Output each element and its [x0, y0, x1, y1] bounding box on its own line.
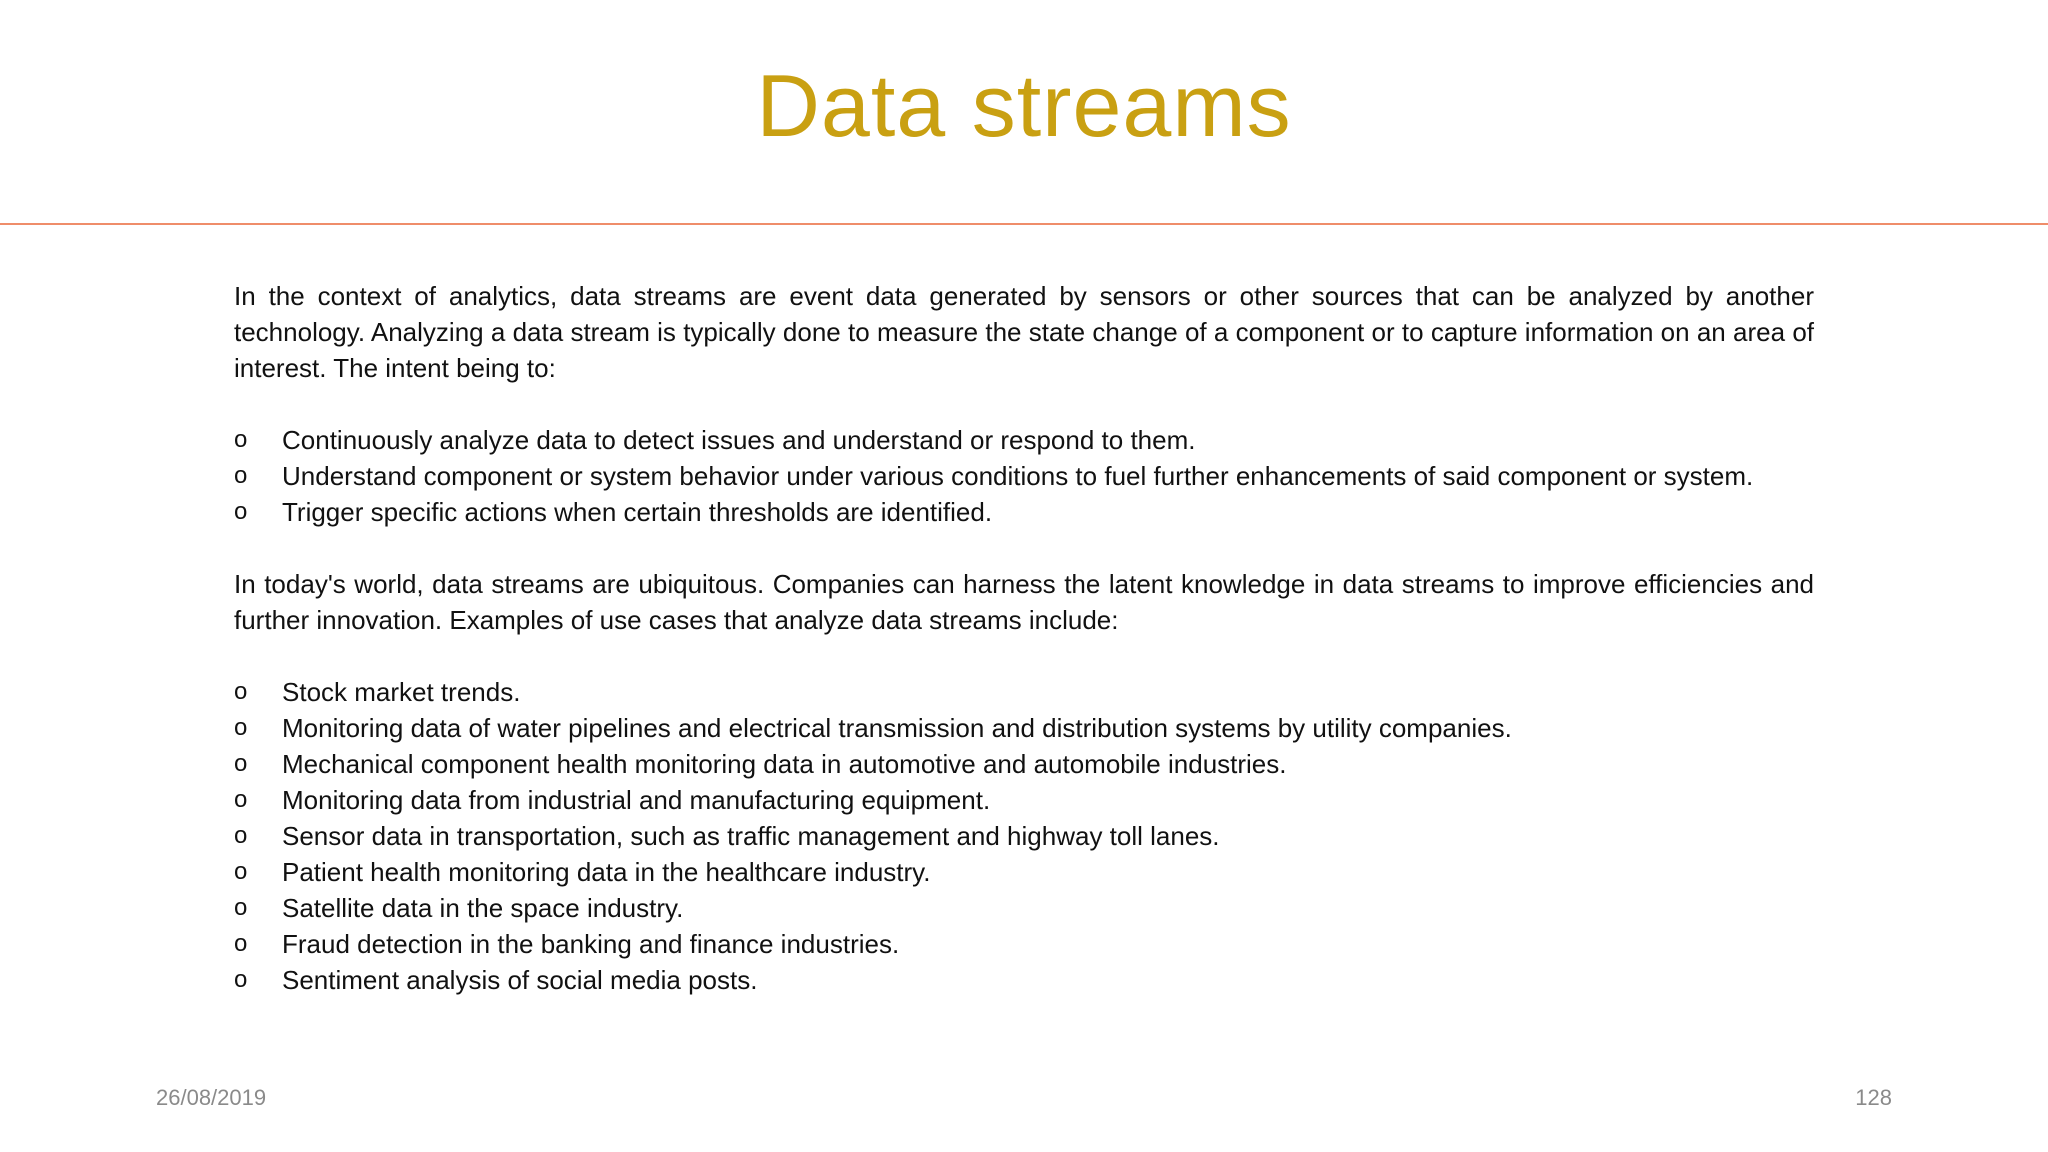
page-number: 128 — [1855, 1085, 1892, 1110]
slide-content — [234, 278, 1814, 998]
slide-title: Data streams — [756, 56, 1292, 155]
list-item — [234, 818, 1814, 854]
footer-date: 26/08/2019 — [156, 1085, 267, 1110]
spacer — [234, 386, 1814, 422]
bullet-marker: o — [234, 498, 248, 525]
bullet-marker: o — [234, 786, 248, 813]
bullet-marker: o — [234, 678, 248, 705]
bullet-marker: o — [234, 822, 248, 849]
list-item — [234, 926, 1814, 962]
list-item-text: Satellite data in the space industry. — [282, 893, 684, 923]
bullet-marker: o — [234, 858, 248, 885]
list-item-text: Patient health monitoring data in the healthcare industry. — [282, 857, 931, 887]
intro-paragraph: In the context of analytics, data streams are event data generated by sensors or other sources that can be analyzed by another technology. Analyzing a data stream is typically done to measure the state change of a component or to capture information on an area of interest. The intent being to: — [234, 281, 1814, 383]
list-item-text: Monitoring data of water pipelines and electrical transmission and distribution systems by utility companies. — [282, 713, 1512, 743]
bullet-marker: o — [234, 930, 248, 957]
list-item-text: Continuously analyze data to detect issues and understand or respond to them. — [282, 425, 1196, 455]
spacer — [234, 530, 1814, 566]
list-item — [234, 962, 1814, 998]
list-item-text: Sensor data in transportation, such as traffic management and highway toll lanes. — [282, 821, 1220, 851]
list-item-text: Monitoring data from industrial and manufacturing equipment. — [282, 785, 991, 815]
bullet-marker: o — [234, 894, 248, 921]
list-item-text: Understand component or system behavior under various conditions to fuel further enhancements of said component or system. — [282, 461, 1754, 491]
bullet-marker: o — [234, 714, 248, 741]
list-item — [234, 854, 1814, 890]
second-paragraph: In today's world, data streams are ubiquitous. Companies can harness the latent knowledge in data streams to improve efficiencies and further innovation. Examples of use cases that analyze data streams include: — [234, 569, 1814, 635]
intent-list — [234, 422, 1814, 530]
list-item-text: Fraud detection in the banking and finance industries. — [282, 929, 900, 959]
list-item — [234, 710, 1814, 746]
list-item — [234, 746, 1814, 782]
spacer — [234, 638, 1814, 674]
list-item — [234, 494, 1814, 530]
list-item-text: Trigger specific actions when certain thresholds are identified. — [282, 497, 993, 527]
use-case-list — [234, 674, 1814, 998]
list-item-text: Stock market trends. — [282, 677, 521, 707]
list-item — [234, 422, 1814, 458]
bullet-marker: o — [234, 462, 248, 489]
bullet-marker: o — [234, 966, 248, 993]
list-item-text: Sentiment analysis of social media posts. — [282, 965, 758, 995]
title-divider — [0, 223, 2048, 225]
bullet-marker: o — [234, 426, 248, 453]
list-item-text: Mechanical component health monitoring data in automotive and automobile industries. — [282, 749, 1287, 779]
list-item — [234, 674, 1814, 710]
list-item — [234, 782, 1814, 818]
list-item — [234, 890, 1814, 926]
list-item — [234, 458, 1814, 494]
bullet-marker: o — [234, 750, 248, 777]
